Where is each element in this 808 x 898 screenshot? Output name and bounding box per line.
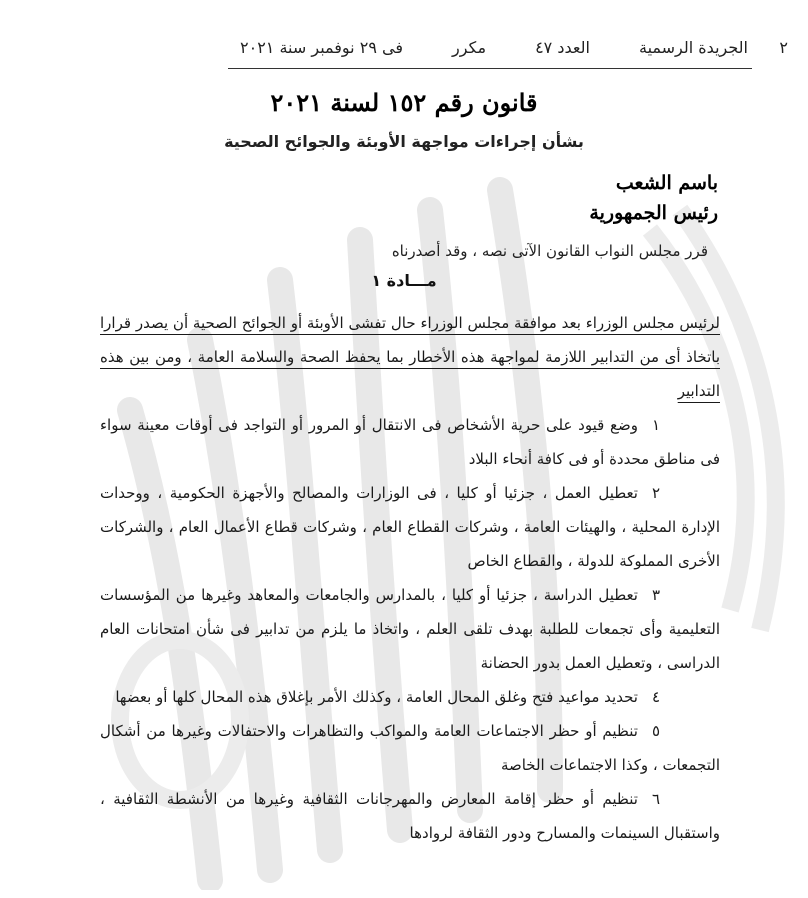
- gazette-name: الجريدة الرسمية: [638, 38, 748, 57]
- list-item: [100, 476, 720, 578]
- president-heading: رئيس الجمهورية: [589, 202, 718, 224]
- item-text: تنظيم أو حظر الاجتماعات العامة والمواكب والتظاهرات والاحتفالات وغيرها من أشكال التجمعات ، وكذا الاجتماعات الخاصة: [100, 722, 720, 774]
- item-text: تعطيل العمل ، جزئيا أو كليا ، فى الوزارات والمصالح والأجهزة الحكومية ، ووحدات الإدارة المحلية ، والهيئات العامة ، وشركات القطاع العام ، وشركات قطاع الأعمال العام ، والشركات الأخرى المملوكة للدولة ، والقطاع الخاص: [100, 484, 720, 570]
- item-number: ٥: [651, 722, 660, 740]
- item-text: تنظيم أو حظر إقامة المعارض والمهرجانات الثقافية وغيرها من الأنشطة الثقافية ، واستقبال السينمات والمسارح ودور الثقافة لروادها: [100, 790, 720, 842]
- issue-date: فى ٢٩ نوفمبر سنة ٢٠٢١: [240, 38, 403, 57]
- list-item: [100, 680, 720, 714]
- item-number: ٦: [651, 790, 660, 808]
- list-item: [100, 578, 720, 680]
- page-number: ٢: [779, 38, 788, 57]
- list-item: [100, 408, 720, 476]
- law-title: قانون رقم ١٥٢ لسنة ٢٠٢١: [270, 88, 538, 117]
- item-text: تحديد مواعيد فتح وغلق المحال العامة ، وكذلك الأمر بإغلاق هذه المحال كلها أو بعضها: [115, 688, 638, 706]
- law-subject: بشأن إجراءات مواجهة الأوبئة والجوائح الصحية: [224, 132, 584, 151]
- item-number: ٤: [651, 688, 660, 706]
- header-divider: [228, 68, 752, 69]
- item-text: تعطيل الدراسة ، جزئيا أو كليا ، بالمدارس والجامعات والمعاهد وغيرها من المؤسسات التعليمية وأى تجمعات للطلبة بهدف تلقى العلم ، واتخاذ ما يلزم من تدابير فى شأن امتحانات العام الدراسى ، وتعطيل العمل بدور الحضانة: [100, 586, 720, 672]
- article-heading: مـــادة ١: [371, 271, 437, 290]
- item-number: ٣: [651, 586, 660, 604]
- item-number: ١: [651, 416, 660, 434]
- issue-repeated: مكرر: [452, 38, 487, 57]
- issue-number: العدد ٤٧: [535, 38, 590, 57]
- item-number: ٢: [651, 484, 660, 502]
- preamble: قرر مجلس النواب القانون الآتى نصه ، وقد أصدرناه: [391, 242, 708, 260]
- item-text: وضع قيود على حرية الأشخاص فى الانتقال أو المرور أو التواجد فى أوقات معينة سواء فى مناطق محددة أو فى كافة أنحاء البلاد: [100, 416, 720, 468]
- list-item: [100, 714, 720, 782]
- article-intro: لرئيس مجلس الوزراء بعد موافقة مجلس الوزراء حال تفشى الأوبئة أو الجوائح الصحية أن يصدر قرارا باتخاذ أى من التدابير اللازمة لمواجهة هذه الأخطار بما يحفظ الصحة والسلامة العامة ، ومن بين هذه التدابير: [100, 314, 720, 400]
- in-name-of-people: باسم الشعب: [615, 172, 718, 194]
- list-item: [100, 782, 720, 850]
- article-body: [100, 306, 720, 850]
- page-header: [240, 38, 788, 57]
